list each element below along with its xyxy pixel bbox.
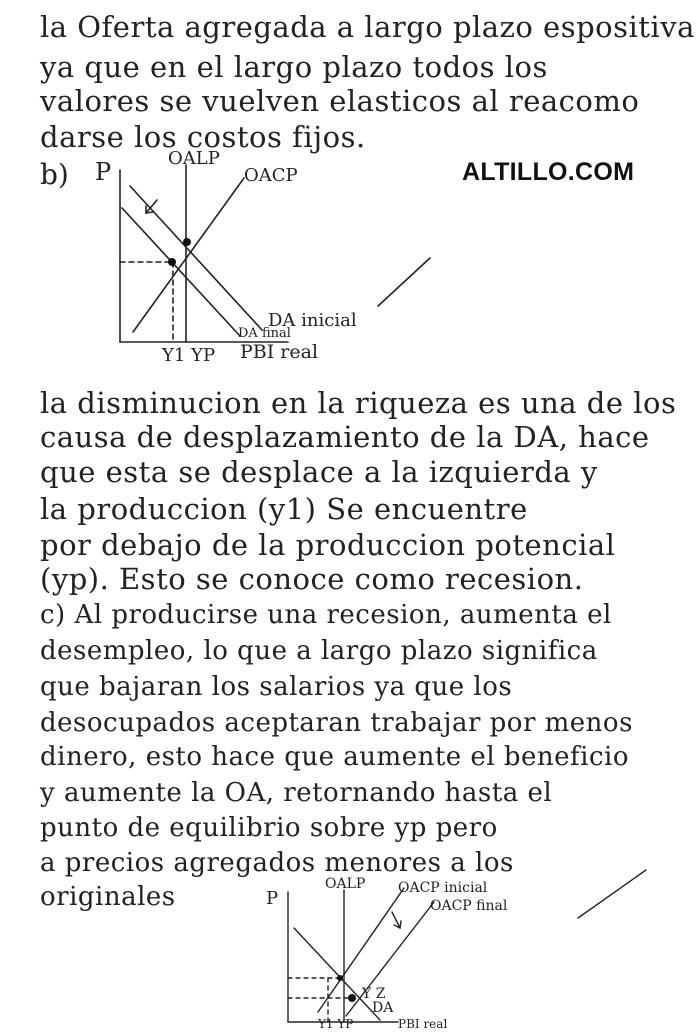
graph-c-x-marks-label: Y1 YP (318, 1017, 354, 1031)
graph-c-final-equilibrium-point (348, 994, 356, 1002)
paragraph-b-line-5: por debajo de la produccion potencial (40, 528, 616, 562)
graph-b-x-marks-label: Y1 YP (162, 345, 216, 366)
paragraph-c-line-1: c) Al producirse una recesion, aumenta el (40, 600, 612, 630)
paragraph-c-line-9: originales (40, 882, 176, 912)
graph-c-x-axis-label: PBI real (398, 1017, 448, 1031)
paragraph-c-line-6: y aumente la OA, retornando hasta el (40, 778, 553, 808)
graph-b-ad-final-label: DA final (238, 326, 291, 341)
graph-c-y-axis-label: P (266, 888, 279, 909)
graph-c-sras-final-line (346, 902, 434, 1016)
paragraph-c-line-3: que bajaran los salarios ya que los (40, 672, 513, 702)
graph-c-eq-label-1: Y Z (362, 986, 386, 1002)
graph-c-sras-initial-line (318, 888, 404, 1012)
graph-c-sras-initial-label: OACP inicial (398, 880, 488, 896)
paragraph-a-line-3: valores se vuelven elasticos al reacomo (40, 84, 640, 118)
paragraph-a-line-2: ya que en el largo plazo todos los (40, 50, 548, 84)
graph-b-ad-initial-label: DA inicial (268, 310, 357, 331)
graph-c-initial-equilibrium-point (337, 975, 343, 981)
paragraph-c-line-5: dinero, esto hace que aumente el beneficio (40, 742, 630, 772)
paragraph-c-line-8: a precios agregados menores a los (40, 848, 514, 878)
section-b-label: b) (40, 158, 69, 191)
paragraph-b-line-1: la disminucion en la riqueza es una de los (40, 386, 677, 420)
paragraph-a-line-4: darse los costos fijos. (40, 120, 366, 154)
graph-c-sras-final-label: OACP final (430, 898, 508, 914)
graph-c-margin-stroke (578, 870, 646, 918)
paragraph-c-line-2: desempleo, lo que a largo plazo significa (40, 636, 598, 666)
paragraph-a-line-1: la Oferta agregada a largo plazo espositiva (40, 10, 695, 44)
paragraph-b-line-6: (yp). Esto se conoce como recesion. (40, 562, 584, 596)
graph-b-sras-label: OACP (244, 165, 298, 186)
paragraph-c-line-4: desocupados aceptaran trabajar por menos (40, 708, 633, 738)
graph-c-lras-label: OALP (325, 876, 366, 892)
graph-b-y-axis-label: P (95, 158, 112, 186)
paragraph-b-line-2: causa de desplazamiento de la DA, hace (40, 420, 650, 454)
paragraph-b-line-3: que esta se desplace a la izquierda y (40, 455, 598, 489)
paragraph-c-line-7: punto de equilibrio sobre yp pero (40, 813, 498, 843)
graph-b-x-axis-label: PBI real (240, 341, 319, 363)
graph-b-lras-label: OALP (168, 148, 220, 169)
paragraph-b-line-4: la produccion (y1) Se encuentre (40, 492, 528, 526)
graph-c-eq-label-2: DA (372, 1000, 394, 1016)
altillo-logo: ALTILLO.COM (462, 158, 635, 186)
